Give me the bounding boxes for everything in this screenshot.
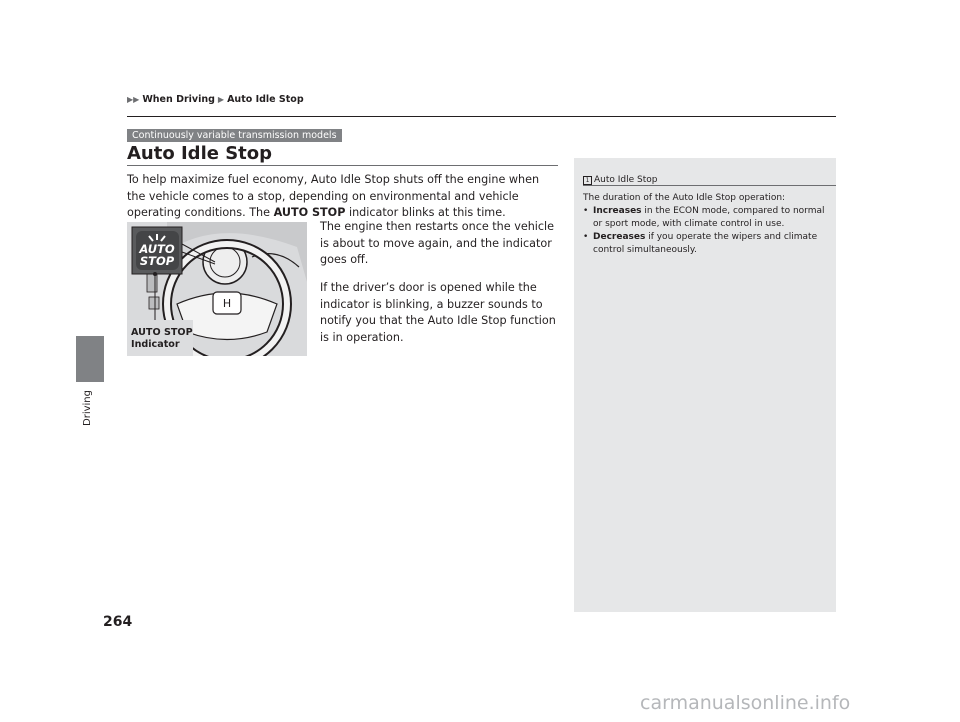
- arrow-icon: ▶▶: [127, 95, 140, 104]
- arrow-icon: ▶: [217, 95, 225, 104]
- note-item-increases: • Increases in the ECON mode, compared to normal or sport mode, with climate control in use.: [583, 205, 828, 231]
- title-divider: [127, 165, 558, 166]
- svg-text:H: H: [222, 297, 232, 310]
- page-number: 264: [103, 614, 133, 630]
- note-heading: [583, 175, 657, 185]
- chapter-label[interactable]: Driving: [82, 390, 93, 426]
- door-paragraph: If the driver’s door is opened while the indicator is blinking, a buzzer sounds to notify you that the Auto Idle Stop function is in operation.: [320, 281, 556, 344]
- chapter-tab: [76, 336, 104, 382]
- note-divider: [583, 185, 836, 186]
- intro-paragraph: To help maximize fuel economy, Auto Idle Stop shuts off the engine when the vehicle comes to a stop, depending on environmental and vehicle operating conditions. The AUTO STOP indicator blinks at this time.: [127, 173, 540, 219]
- breadcrumb-section[interactable]: When Driving: [142, 94, 215, 105]
- header-divider: [127, 116, 836, 117]
- auto-stop-term: AUTO STOP: [273, 206, 346, 219]
- note-item-decreases: • Decreases if you operate the wipers and climate control simultaneously.: [583, 231, 828, 257]
- breadcrumb: [127, 94, 304, 105]
- breadcrumb-topic[interactable]: Auto Idle Stop: [227, 94, 304, 105]
- reference-icon: 1: [583, 176, 592, 185]
- watermark: carmanualsonline.info: [640, 692, 851, 714]
- svg-text:STOP: STOP: [139, 254, 175, 268]
- note-heading-text: Auto Idle Stop: [594, 175, 658, 185]
- page-title: Auto Idle Stop: [127, 143, 273, 164]
- restart-paragraph: The engine then restarts once the vehicle is about to move again, and the indicator goes off.: [320, 220, 555, 266]
- note-text: The duration of the Auto Idle Stop operation:: [583, 193, 786, 203]
- svg-text:AUTO: AUTO: [139, 242, 175, 256]
- indicator-callout-label: AUTO STOP Indicator: [131, 327, 193, 350]
- models-tag: Continuously variable transmission models: [127, 129, 342, 142]
- note-list: [583, 205, 828, 257]
